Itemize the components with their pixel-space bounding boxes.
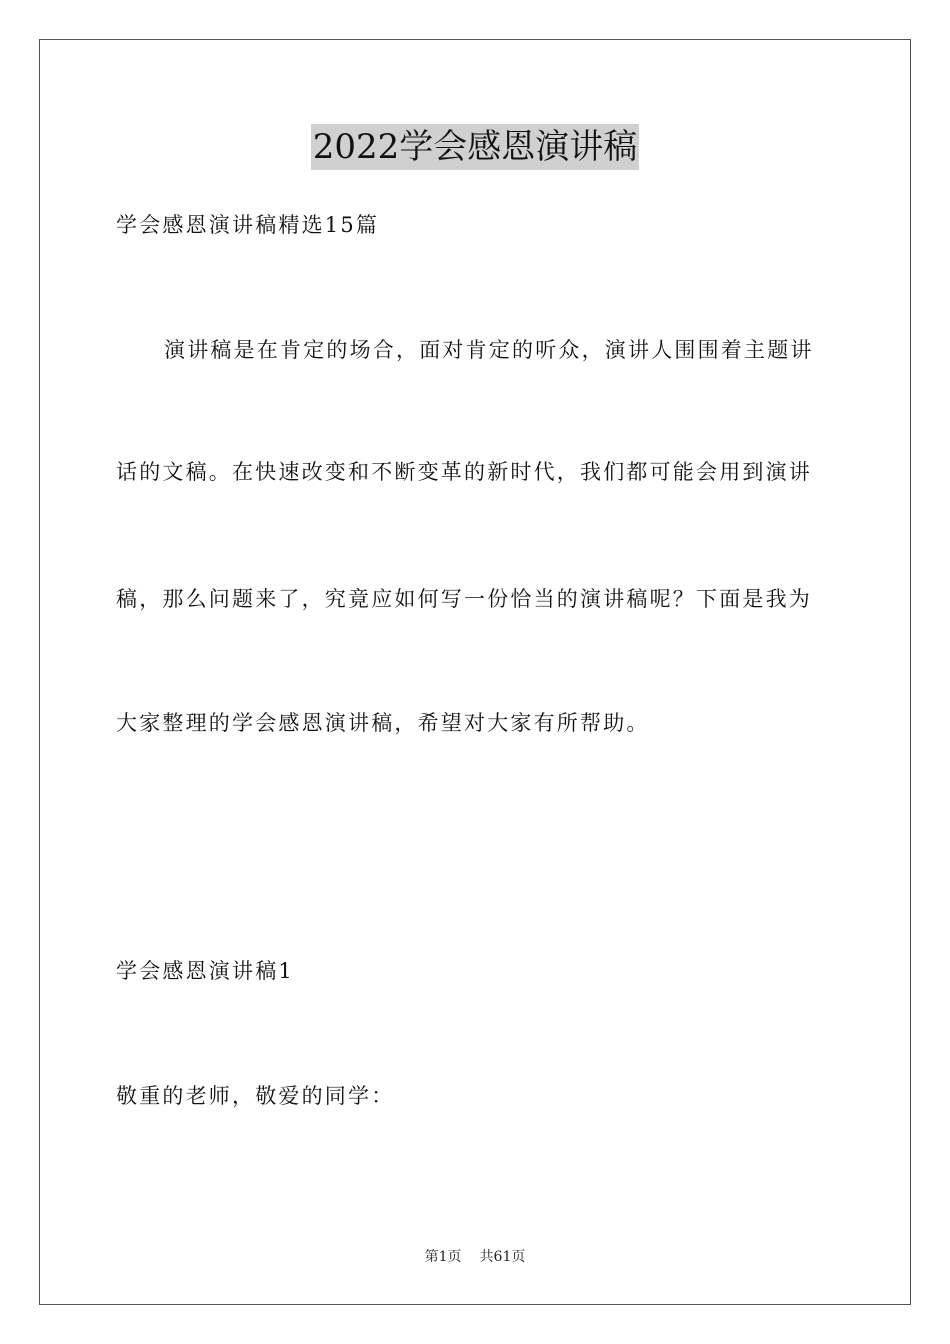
document-title-text: 2022学会感恩演讲稿 bbox=[311, 124, 640, 170]
document-title bbox=[0, 124, 950, 170]
page-number-total: 共61页 bbox=[479, 1249, 526, 1265]
intro-paragraph-line: 大家整理的学会感恩演讲稿，希望对大家有所帮助。 bbox=[116, 711, 650, 735]
section-heading: 学会感恩演讲稿1 bbox=[116, 959, 294, 983]
intro-paragraph-line: 稿，那么问题来了，究竟应如何写一份恰当的演讲稿呢？下面是我为 bbox=[116, 587, 812, 611]
page-number-current: 第1页 bbox=[424, 1249, 462, 1265]
page-footer bbox=[0, 1248, 950, 1266]
intro-paragraph-line: 话的文稿。在快速改变和不断变革的新时代，我们都可能会用到演讲 bbox=[116, 460, 812, 484]
document-subtitle: 学会感恩演讲稿精选15篇 bbox=[116, 213, 380, 237]
greeting-line: 敬重的老师，敬爱的同学： bbox=[116, 1084, 395, 1108]
intro-paragraph-line: 演讲稿是在肯定的场合，面对肯定的听众，演讲人围围着主题讲 bbox=[164, 338, 814, 362]
